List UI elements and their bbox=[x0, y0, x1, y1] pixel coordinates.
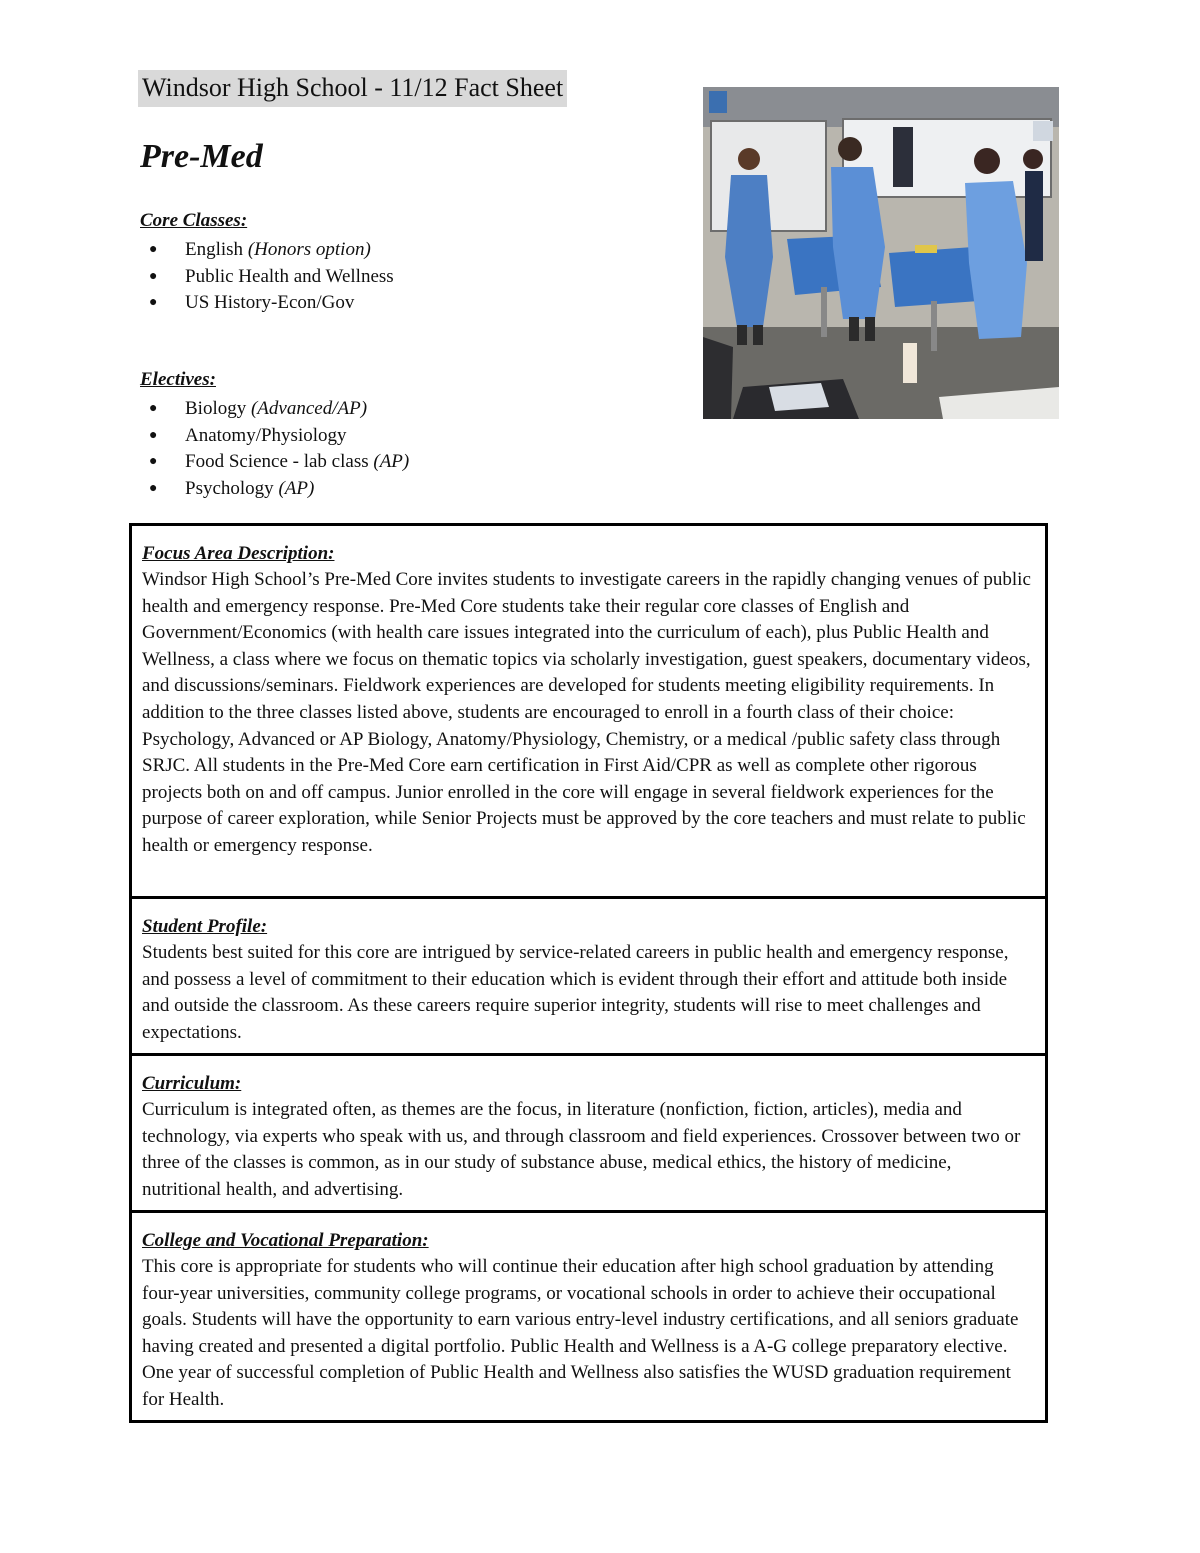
bullet-icon: ● bbox=[149, 268, 158, 284]
college-prep-heading: College and Vocational Preparation: bbox=[142, 1230, 429, 1251]
focus-area-text: Windsor High School’s Pre-Med Core invites students to investigate careers in the rapidly changing venues of public health and emergency response. Pre-Med Core students take their regular core classes of English and Government/Economics (with health care issues integrated into the curriculum of each), plus Public Health and Wellness, a class where we focus on thematic topics via scholarly investigation, guest speakers, documentary videos, and discussions/seminars. Fieldwork experiences are developed for students meeting eligibility requirements. In addition to the three classes listed above, students are encouraged to enroll in a fourth class of their choice: Psychology, Advanced or AP Biology, Anatomy/Physiology, Chemistry, or a medical /public safety class through SRJC. All students in the Pre-Med Core earn certification in First Aid/CPR as well as complete other rigorous projects both on and off campus. Junior enrolled in the core will engage in several fieldwork experiences for the purpose of career exploration, while Senior Projects must be approved by the core teachers and must relate to public health or emergency response. bbox=[142, 569, 1031, 856]
classroom-photo bbox=[703, 87, 1059, 419]
list-item bbox=[140, 264, 660, 291]
list-item bbox=[140, 290, 660, 317]
classroom-photo-illustration bbox=[703, 87, 1059, 419]
electives-section bbox=[140, 368, 660, 502]
person bbox=[1023, 149, 1043, 169]
electives-heading: Electives: bbox=[140, 369, 216, 390]
curriculum-cell bbox=[132, 1053, 1045, 1210]
core-classes-list bbox=[140, 237, 660, 317]
sign bbox=[709, 91, 727, 113]
electives-list bbox=[140, 396, 660, 502]
item-text: Anatomy/Physiology bbox=[185, 424, 347, 446]
item-text: Public Health and Wellness bbox=[185, 265, 394, 287]
college-prep-cell bbox=[132, 1210, 1045, 1420]
student-profile-text: Students best suited for this core are intrigued by service-related careers in public health and emergency response, and possess a level of commitment to their education which is evident through their effort and attitude both inside and outside the classroom. As these careers require superior integrity, students will rise to meet challenges and expectations. bbox=[142, 942, 1009, 1043]
item-note: (Advanced/AP) bbox=[250, 398, 368, 419]
info-table bbox=[129, 523, 1048, 1423]
surgical-drape bbox=[889, 247, 979, 307]
bullet-icon: ● bbox=[149, 295, 158, 311]
bullet-icon: ● bbox=[149, 454, 158, 470]
college-prep-text: This core is appropriate for students who will continue their education after high school graduation by attending four-year universities, community college programs, or vocational schools in order to achieve their occupational goals. Students will have the opportunity to earn various entry-level industry certifications, and all seniors graduate having created and presented a digital portfolio. Public Health and Wellness is a A-G college preparatory elective. One year of successful completion of Public Health and Wellness also satisfies the WUSD graduation requirement for Health. bbox=[142, 1256, 1019, 1410]
bullet-icon: ● bbox=[149, 427, 158, 443]
bullet-icon: ● bbox=[149, 401, 158, 416]
page-header: Windsor High School - 11/12 Fact Sheet bbox=[138, 70, 567, 107]
tray bbox=[915, 245, 937, 253]
item-text: Biology bbox=[185, 398, 251, 419]
list-item bbox=[140, 449, 660, 476]
list-item bbox=[140, 396, 660, 423]
focus-area-heading: Focus Area Description: bbox=[142, 543, 335, 564]
leg bbox=[753, 325, 763, 345]
person bbox=[974, 148, 1000, 174]
bullet-icon: ● bbox=[149, 242, 158, 257]
item-note: (AP) bbox=[278, 477, 315, 499]
poster bbox=[1033, 121, 1053, 141]
focus-area-cell bbox=[132, 526, 1045, 896]
teacher bbox=[1025, 171, 1043, 261]
leg bbox=[737, 325, 747, 345]
student-profile-cell bbox=[132, 896, 1045, 1053]
item-note: (AP) bbox=[373, 451, 410, 473]
person bbox=[738, 148, 760, 170]
item-note: (Honors option) bbox=[247, 239, 371, 260]
table-leg bbox=[821, 287, 827, 337]
list-item bbox=[140, 237, 660, 264]
paper bbox=[769, 383, 829, 411]
item-text: Food Science - lab class bbox=[185, 451, 374, 473]
item-text: US History-Econ/Gov bbox=[185, 292, 355, 314]
leg bbox=[849, 317, 859, 341]
item-text: English bbox=[185, 239, 248, 260]
table-leg bbox=[931, 301, 937, 351]
core-classes-heading: Core Classes: bbox=[140, 210, 248, 231]
curriculum-text: Curriculum is integrated often, as themes are the focus, in literature (nonfiction, fiction, articles), media and technology, via experts who speak with us, and through classroom and field experiences. Crossover between two or three of the classes is common, as in our study of substance abuse, medical ethics, the history of medicine, nutritional health, and advertising. bbox=[142, 1099, 1021, 1200]
chair bbox=[703, 337, 733, 419]
poster bbox=[893, 127, 913, 187]
leg bbox=[865, 317, 875, 341]
list-item bbox=[140, 476, 660, 503]
bullet-icon: ● bbox=[149, 480, 158, 496]
item-text: Psychology bbox=[185, 477, 279, 499]
list-item bbox=[140, 423, 660, 450]
person bbox=[838, 137, 862, 161]
curriculum-heading: Curriculum: bbox=[142, 1073, 242, 1094]
program-title: Pre-Med bbox=[140, 138, 263, 175]
water-bottle bbox=[903, 343, 917, 383]
student-profile-heading: Student Profile: bbox=[142, 916, 268, 937]
core-classes-section bbox=[140, 209, 660, 317]
